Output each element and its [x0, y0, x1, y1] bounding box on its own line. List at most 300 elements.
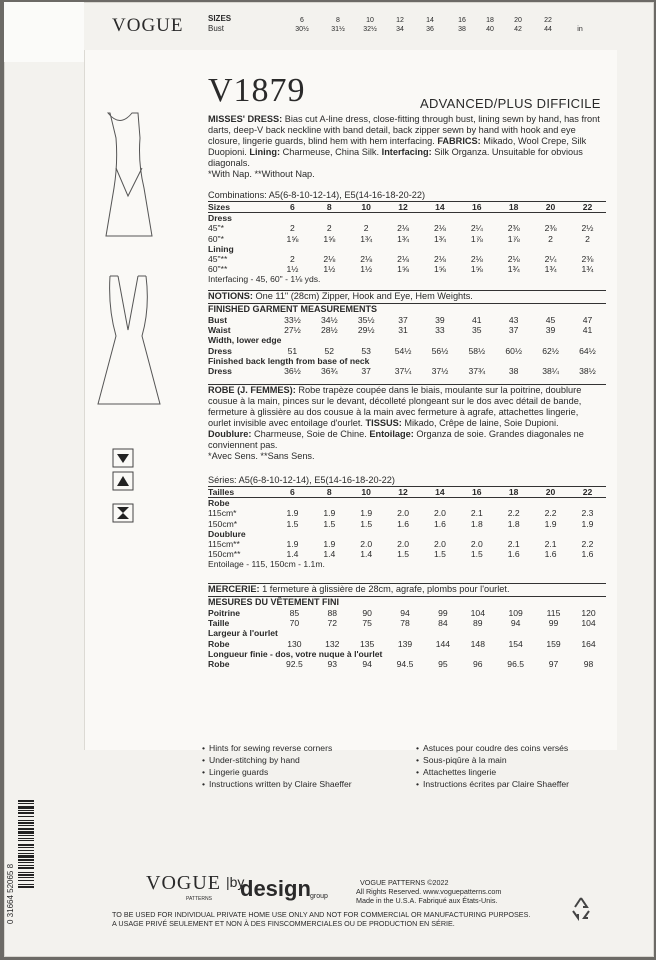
- cell-value: 99: [548, 618, 559, 629]
- cell-value: 94: [400, 608, 410, 618]
- cell-value: 2.3: [581, 508, 594, 519]
- cell-value: 1¾: [544, 264, 557, 275]
- barcode-bar: [18, 838, 34, 839]
- envelope-flap-left: [4, 2, 84, 62]
- cell-value: 36¾: [320, 366, 338, 377]
- cell-value: 2¼: [470, 223, 483, 234]
- barcode-bar: [18, 840, 34, 841]
- cell-value: 14: [422, 487, 459, 498]
- cell-value: 2.1: [507, 539, 520, 550]
- copyright: VOGUE PATTERNS ©2022: [360, 878, 449, 887]
- barcode-bar: [18, 867, 34, 869]
- cell-value: 2.0: [360, 539, 373, 550]
- cell-value: 10: [348, 202, 385, 213]
- cell-value: 2⅛: [470, 254, 483, 265]
- table-row: [208, 618, 606, 628]
- cell-value: 2⅜: [544, 223, 557, 234]
- finished-measurements-table-en: [208, 315, 606, 376]
- cell-value: 72: [327, 618, 338, 629]
- made-in: Made in the U.S.A. Fabriqué aux États-Unis.: [356, 896, 498, 905]
- cell-value: 37: [398, 315, 408, 325]
- top-size-value: 18: [486, 17, 494, 24]
- cell-value: 2.2: [544, 508, 557, 519]
- row-label: Dress: [208, 366, 232, 377]
- cell-value: 2¼: [544, 254, 557, 265]
- desc-en-text: Bias cut A-line dress, close-fitting through bust, lining sewn by hand, has front darts, deep-V back neckline with band detail, back zipper sewn by hand with hook and eye closure, lingerie guards, blind hem with hem interfacing.: [208, 114, 600, 146]
- barcode-bar: [18, 835, 34, 836]
- entoilage-row: [208, 559, 606, 569]
- row-label: 60"*: [208, 233, 224, 244]
- interfacing-text: Silk Organza. Unsuitable for obvious diagonals.: [208, 147, 583, 168]
- cell-value: 45: [545, 315, 556, 325]
- table-row: [208, 264, 606, 274]
- cell-value: 2.0: [397, 539, 410, 550]
- cell-value: 41: [472, 315, 482, 325]
- table-row: [208, 659, 606, 669]
- cell-value: 1.4: [360, 549, 373, 560]
- cell-value: 1½: [286, 264, 299, 275]
- cell-value: 1.9: [323, 539, 336, 550]
- cell-value: 1⅝: [323, 233, 336, 244]
- row-label: Sizes: [208, 202, 274, 213]
- top-size-value: 12: [396, 17, 404, 24]
- cell-value: 2: [326, 223, 332, 234]
- cell-value: 78: [400, 618, 410, 629]
- row-label: Largeur à l'ourlet: [208, 628, 278, 639]
- series-fr: Séries: A5(6-8-10-12-14), E5(14-16-18-20-22): [208, 475, 395, 485]
- barcode-bar: [18, 853, 34, 854]
- section-label-row: [208, 335, 606, 345]
- row-label: 150cm*: [208, 518, 238, 529]
- top-bust-value: 30½: [295, 26, 309, 33]
- cell-value: 20: [532, 487, 569, 498]
- cell-value: 99: [438, 608, 448, 618]
- hint-item: • Astuces pour coudre des coins versés: [416, 742, 569, 754]
- cell-value: 1.6: [544, 549, 557, 560]
- cell-value: 34½: [320, 315, 338, 325]
- cell-value: 109: [508, 608, 523, 618]
- cell-value: 37½: [431, 366, 449, 377]
- cell-value: 120: [581, 608, 596, 618]
- row-label: Interfacing - 45, 60" - 1⅛ yds.: [208, 274, 321, 285]
- barcode-bar: [18, 816, 34, 817]
- barcode-bar: [18, 820, 34, 821]
- rights-reserved: All Rights Reserved. www.voguepatterns.com: [356, 887, 502, 896]
- top-sizes-header: [208, 14, 231, 34]
- cell-value: 2.1: [544, 539, 557, 550]
- barcode-bar: [18, 877, 34, 878]
- hints-list-fr: [416, 742, 569, 790]
- cell-value: 56½: [431, 345, 449, 356]
- mercerie-text: 1 fermeture à glissière de 28cm, agrafe, plombs pour l'ourlet.: [259, 584, 510, 594]
- cell-value: 37: [508, 325, 519, 336]
- cell-value: 27½: [284, 325, 301, 336]
- cell-value: 12: [385, 202, 422, 213]
- cell-value: 1.8: [507, 518, 520, 529]
- cell-value: 51: [287, 345, 298, 356]
- interfacing-row: [208, 274, 606, 284]
- cell-value: 16: [458, 202, 495, 213]
- hint-item: • Sous-piqûre à la main: [416, 754, 569, 766]
- cell-value: 1¾: [397, 233, 410, 244]
- cell-value: 33: [435, 325, 445, 336]
- cell-value: 84: [438, 618, 448, 629]
- top-size-value: 16: [458, 17, 466, 24]
- barcode-bar: [18, 884, 34, 885]
- row-label: 150cm**: [208, 549, 241, 560]
- notions-text: One 11" (28cm) Zipper, Hook and Eye, Hem Weights.: [252, 291, 473, 301]
- top-size-value: 6: [300, 17, 304, 24]
- hint-item: • Under-stitching by hand: [202, 754, 352, 766]
- usage-notice-fr: A USAGE PRIVÉ SEULEMENT ET NON À DES FINSCOMMERCIALES OU DE PRODUCTION EN SÉRIE.: [112, 919, 455, 928]
- cell-value: 2: [585, 233, 590, 244]
- barcode-bar: [18, 803, 34, 804]
- cell-value: 1.6: [581, 549, 594, 560]
- cell-value: 159: [546, 638, 561, 649]
- row-label: Taille: [208, 618, 230, 629]
- row-label: Entoilage - 115, 150cm - 1.1m.: [208, 559, 325, 570]
- cell-value: 39: [435, 315, 445, 325]
- bust-label: Bust: [208, 24, 225, 33]
- table-row: [208, 366, 606, 376]
- cell-value: 62½: [542, 345, 559, 356]
- yardage-table-fr: [208, 487, 606, 570]
- cell-value: 2⅜: [507, 223, 520, 234]
- table-row: [208, 508, 606, 518]
- cell-value: 1.9: [581, 518, 594, 529]
- cell-value: 6: [274, 487, 311, 498]
- top-size-value: 8: [336, 17, 340, 24]
- cell-value: 1.9: [360, 508, 373, 519]
- cell-value: 28½: [320, 325, 338, 336]
- row-label: Robe: [208, 659, 230, 670]
- finished-measurements-title: FINISHED GARMENT MEASUREMENTS: [208, 304, 378, 314]
- cell-value: 64½: [579, 345, 596, 356]
- cell-value: 39: [545, 325, 556, 336]
- cell-value: 58½: [468, 345, 486, 356]
- cell-value: 1⅞: [470, 233, 483, 244]
- barcode-bar: [18, 859, 34, 861]
- hint-item: • Instructions written by Claire Shaeffer: [202, 778, 352, 790]
- nap-note-fr: *Avec Sens. **Sans Sens.: [208, 451, 315, 461]
- desc-en-title: MISSES' DRESS:: [208, 114, 283, 124]
- cell-value: 47: [582, 315, 593, 325]
- barcode-bar: [18, 850, 34, 851]
- cell-value: 54½: [394, 345, 412, 356]
- cell-value: 37¾: [468, 366, 486, 377]
- row-label: Finished back length from base of neck: [208, 355, 370, 366]
- nap-note-en: *With Nap. **Without Nap.: [208, 169, 315, 179]
- cell-value: 2: [290, 254, 295, 265]
- table-row: [208, 519, 606, 529]
- table-row: [208, 639, 606, 649]
- cell-value: 1.6: [433, 518, 446, 529]
- barcode-bar: [18, 855, 34, 858]
- row-label: Width, lower edge: [208, 335, 282, 346]
- row-label: 115cm**: [208, 539, 240, 550]
- cell-value: 2: [548, 233, 553, 244]
- table-row: [208, 234, 606, 244]
- table-row: [208, 608, 606, 618]
- cell-value: 1⅝: [433, 264, 446, 275]
- barcode-bar: [18, 831, 34, 834]
- cell-value: 1.5: [470, 549, 483, 560]
- cell-value: 154: [508, 638, 523, 649]
- cell-value: 2½: [581, 223, 594, 234]
- cell-value: 38½: [579, 366, 596, 377]
- barcode-bar: [18, 828, 34, 830]
- top-bust-value: 40: [486, 26, 494, 33]
- cell-value: 1¾: [360, 233, 373, 244]
- barcode-bar: [18, 847, 34, 848]
- cell-value: 37: [361, 366, 371, 377]
- barcode-bar: [18, 806, 34, 809]
- top-bust-value: 44: [544, 26, 552, 33]
- top-bust-value: 36: [426, 26, 434, 33]
- notions-label: NOTIONS:: [208, 291, 253, 301]
- cell-value: 139: [397, 638, 413, 649]
- barcode-bar: [18, 880, 34, 881]
- cell-value: 38¼: [542, 366, 559, 377]
- pattern-number: V1879: [208, 72, 306, 109]
- cell-value: 2⅛: [360, 254, 373, 265]
- cell-value: 1.5: [286, 518, 299, 529]
- cell-value: 2⅛: [433, 254, 446, 265]
- table-row: [208, 254, 606, 264]
- cell-value: 18: [495, 487, 532, 498]
- cell-value: 2.0: [433, 539, 446, 550]
- cell-value: 1½: [360, 264, 373, 275]
- top-bust-value: 38: [458, 26, 466, 33]
- patterns-label: PATTERNS: [186, 896, 212, 902]
- top-bust-value: 34: [396, 26, 404, 33]
- cell-value: 2: [290, 223, 295, 234]
- barcode-bar: [18, 872, 34, 873]
- row-label: Robe: [208, 498, 230, 509]
- cell-value: 96.5: [507, 659, 525, 670]
- cell-value: 1.4: [323, 549, 336, 560]
- cell-value: 22: [569, 487, 606, 498]
- yardage-table-en: [208, 202, 606, 285]
- dress-sketch-front-back: [88, 108, 188, 418]
- table-row: [208, 539, 606, 549]
- row-label: Doublure: [208, 528, 246, 539]
- fabrics-text: Mikado, Wool Crepe, Silk Duopioni.: [208, 136, 587, 157]
- hint-item: • Instructions écrites par Claire Shaeffer: [416, 778, 569, 790]
- table-row: [208, 549, 606, 559]
- finished-measurements-table-fr: [208, 608, 606, 669]
- cell-value: 43: [508, 315, 519, 325]
- top-bust-value: 42: [514, 26, 522, 33]
- cell-value: 1.9: [286, 539, 299, 550]
- entoilage-label: Entoilage:: [369, 429, 414, 439]
- cell-value: 1.9: [544, 518, 557, 529]
- cell-value: 8: [311, 202, 348, 213]
- cell-value: 97: [548, 659, 559, 670]
- recycle-icon: [568, 895, 594, 921]
- usage-notice-en: TO BE USED FOR INDIVIDUAL PRIVATE HOME USE ONLY AND NOT FOR COMMERCIAL OR MANUFACTURING PURPOSES.: [112, 910, 531, 919]
- cell-value: 95: [438, 659, 448, 670]
- section-label-row: [208, 213, 606, 224]
- cell-value: 2: [363, 223, 369, 234]
- cell-value: 1.9: [323, 508, 336, 519]
- barcode: [18, 800, 34, 920]
- entoilage-text: Organza de soie. Grandes diagonales ne conviennent pas.: [208, 429, 584, 450]
- barcode-bar: [18, 844, 34, 846]
- cell-value: 1.4: [286, 549, 299, 560]
- cell-value: 88: [327, 608, 338, 618]
- cell-value: 33½: [284, 315, 301, 325]
- tissus-text: Mikado, Crêpe de laine, Soie Dupioni.: [401, 418, 559, 428]
- cell-value: 89: [473, 618, 483, 629]
- cell-value: 98: [583, 659, 594, 670]
- cell-value: 35: [472, 325, 482, 336]
- row-label: 45"*: [208, 223, 224, 234]
- notions-en: [208, 291, 600, 302]
- section-label-row: [208, 356, 606, 366]
- top-size-value: 14: [426, 17, 434, 24]
- cell-value: 36½: [284, 366, 301, 377]
- hint-item: • Attachettes lingerie: [416, 766, 569, 778]
- row-label: Robe: [208, 638, 230, 649]
- cell-value: 94: [362, 659, 372, 670]
- cell-value: 1¾: [581, 264, 594, 275]
- cell-value: 130: [287, 638, 302, 649]
- cell-value: 1⅞: [507, 233, 520, 244]
- group-label: group: [310, 893, 328, 900]
- cell-value: 60½: [505, 345, 523, 356]
- cell-value: 6: [274, 202, 311, 213]
- cell-value: 1.6: [507, 549, 520, 560]
- cell-value: 2⅛: [397, 254, 410, 265]
- barcode-bar: [18, 862, 34, 863]
- section-label-row: [208, 498, 606, 509]
- cell-value: 2.0: [470, 539, 483, 550]
- description-en: [208, 114, 600, 180]
- difficulty-level: ADVANCED/PLUS DIFFICILE: [420, 96, 601, 111]
- row-label: 45"**: [208, 254, 228, 265]
- cell-value: 52: [324, 345, 335, 356]
- row-label: Lining: [208, 243, 234, 254]
- cell-value: 132: [325, 638, 340, 649]
- cell-value: 2.0: [433, 508, 446, 519]
- row-label: Dress: [208, 345, 232, 356]
- bydesign-prefix: |by: [226, 874, 245, 890]
- table-row: [208, 346, 606, 356]
- barcode-bar: [18, 886, 34, 888]
- section-label-row: [208, 529, 606, 539]
- top-size-value: 10: [366, 17, 374, 24]
- hint-item: • Lingerie guards: [202, 766, 352, 778]
- cell-value: 37¼: [394, 366, 412, 377]
- top-bust-value: 31½: [331, 26, 345, 33]
- table-row: [208, 315, 606, 325]
- cell-value: 1⅝: [397, 264, 410, 275]
- description-fr: [208, 385, 600, 462]
- vogue-logo-top: VOGUE: [112, 15, 184, 36]
- interfacing-label: Interfacing:: [381, 147, 432, 157]
- cell-value: 92.5: [286, 659, 303, 670]
- lining-text: Charmeuse, China Silk.: [280, 147, 380, 157]
- cell-value: 2.2: [507, 508, 520, 519]
- cell-value: 14: [422, 202, 459, 213]
- cell-value: 18: [495, 202, 532, 213]
- row-label: Longueur finie - dos, votre nuque à l'ourlet: [208, 648, 383, 659]
- barcode-bar: [18, 800, 34, 802]
- cell-value: 16: [458, 487, 495, 498]
- top-size-value: 22: [544, 17, 552, 24]
- cell-value: 22: [569, 202, 606, 213]
- cell-value: 144: [435, 638, 451, 649]
- desc-fr-text: Robe trapèze coupée dans le biais, moulante sur la poitrine, doublure cousue à la main, pinces sur le devant, décolleté plongeant sur le dos avec détail de bande, fermeture à glissière au dos cousue à la main avec fermeture à agrafe, attachettes lingerie, ourlet invisible avec entoilage d'ourlet.: [208, 385, 582, 428]
- cell-value: 38: [508, 366, 519, 377]
- cell-value: 2⅛: [323, 254, 336, 265]
- cell-value: 1¾: [507, 264, 520, 275]
- cell-value: 90: [362, 608, 372, 618]
- cell-value: 135: [360, 638, 375, 649]
- barcode-bar: [18, 874, 34, 876]
- row-label: Poitrine: [208, 608, 240, 618]
- cell-value: 20: [532, 202, 569, 213]
- barcode-bar: [18, 865, 34, 866]
- sizes-label: SIZES: [208, 14, 232, 23]
- cell-value: 1½: [323, 264, 336, 275]
- hint-item: • Hints for sewing reverse corners: [202, 742, 352, 754]
- cell-value: 75: [362, 618, 372, 629]
- cell-value: 2⅛: [397, 223, 410, 234]
- cell-value: 1.5: [433, 549, 446, 560]
- cell-value: 41: [582, 325, 593, 336]
- cell-value: 2.2: [581, 539, 594, 550]
- barcode-number: 0 31664 52065 8: [6, 863, 15, 924]
- cell-value: 2⅛: [507, 254, 520, 265]
- top-size-value: 20: [514, 17, 522, 24]
- desc-fr-title: ROBE (J. FEMMES):: [208, 385, 296, 395]
- cell-value: 70: [289, 618, 300, 629]
- cell-value: 115: [546, 608, 561, 618]
- doublure-label: Doublure:: [208, 429, 252, 439]
- cell-value: 10: [348, 487, 385, 498]
- cell-value: 104: [581, 618, 596, 629]
- hints-list-en: [202, 742, 352, 790]
- cell-value: 164: [581, 638, 596, 649]
- cell-value: 94: [510, 618, 521, 629]
- mercerie-fr: [208, 584, 600, 595]
- vogue-logo-footer: VOGUE: [146, 872, 221, 894]
- fabrics-label: FABRICS:: [437, 136, 481, 146]
- cell-value: 1.9: [286, 508, 299, 519]
- cell-value: 1.5: [323, 518, 336, 529]
- section-label-row: [208, 649, 606, 659]
- cell-value: 1⅝: [470, 264, 483, 275]
- layout-symbols: [112, 448, 134, 524]
- cell-value: 1.5: [397, 549, 410, 560]
- cell-value: 8: [311, 487, 348, 498]
- cell-value: 53: [361, 345, 371, 356]
- row-label: 115cm*: [208, 508, 237, 519]
- cell-value: 1.8: [470, 518, 483, 529]
- table-row: [208, 223, 606, 233]
- doublure-text: Charmeuse, Soie de Chine.: [251, 429, 367, 439]
- section-label-row: [208, 628, 606, 638]
- cell-value: 1⅝: [286, 233, 299, 244]
- design-logo: design: [240, 876, 311, 901]
- row-label: Bust: [208, 315, 228, 325]
- cell-value: 93: [327, 659, 338, 670]
- cell-value: 31: [398, 325, 408, 336]
- row-label: Waist: [208, 325, 231, 336]
- barcode-bar: [18, 812, 34, 814]
